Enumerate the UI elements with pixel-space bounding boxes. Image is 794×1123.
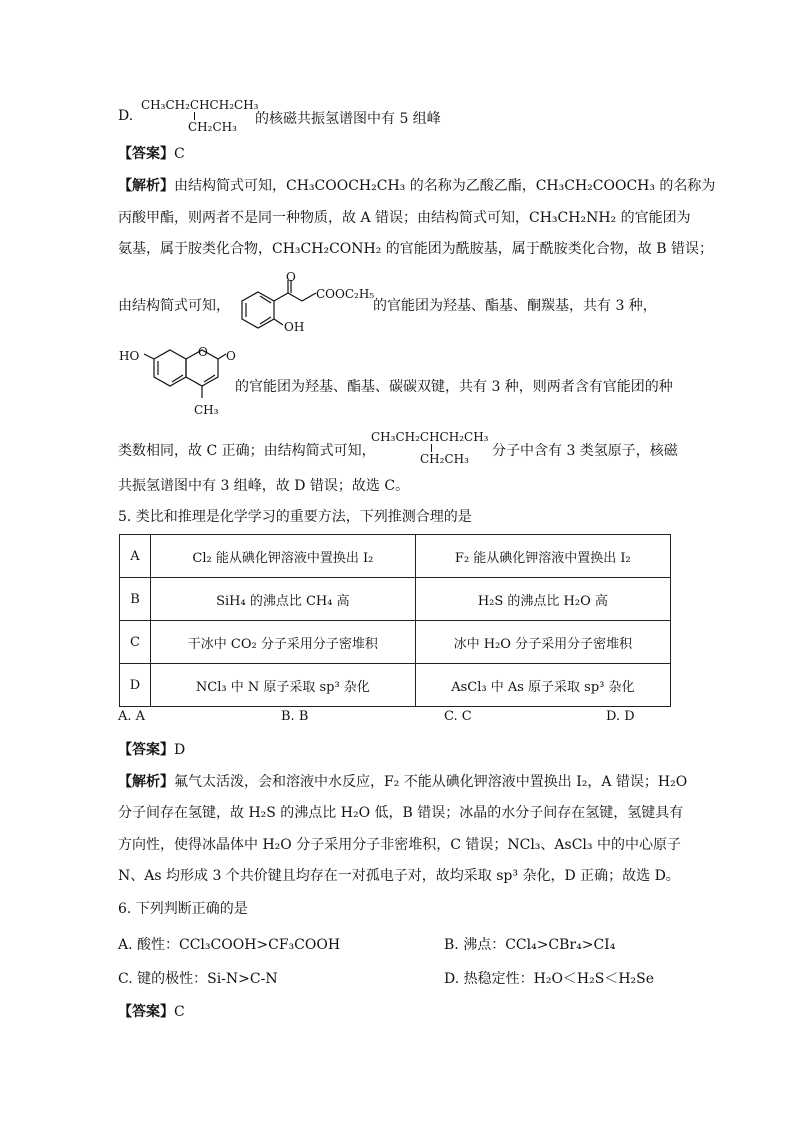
row-label: A [120,535,151,578]
hydroxyl-label: HO [119,349,140,363]
answer-4 [118,144,185,164]
explanation-4-line-1 [118,176,715,196]
option-text: 的核磁共振氢谱图中有 5 组峰 [255,111,441,127]
row-right-cell: F₂ 能从碘化钾溶液中置换出 I₂ [415,535,670,578]
answer-value: C [174,1004,185,1020]
row-label: D [120,664,151,707]
question-6-option-b: B. 沸点：CCl₄>CBr₄>CI₄ [444,937,616,953]
question-6-option-d: D. 热稳定性：H₂O＜H₂S＜H₂Se [444,971,655,987]
methyl-label: CH₃ [194,403,219,417]
option-d: D. D [606,709,635,724]
carbonyl-oxygen-2: O [226,349,236,363]
option-b: B. B [281,709,309,724]
explanation-4-line-5: 的官能团为羟基、酯基、碳碳双键，共有 3 种，则两者含有官能团的种 [235,379,673,395]
table-row [120,578,671,621]
hydroxyl-group: OH [284,320,305,334]
question-6-option-c: C. 键的极性：Si-N>C-N [118,971,278,987]
question-5-table [119,534,671,707]
coumarin-structure [138,344,238,406]
row-left-cell: SiH₄ 的沸点比 CH₄ 高 [151,578,416,621]
explanation-5-line-4: N、As 均形成 3 个共价键且均存在一对孤电子对，故均采取 sp³ 杂化，D 正确；故选 D。 [118,868,680,884]
row-left-cell: NCl₃ 中 N 原子采取 sp³ 杂化 [151,664,416,707]
explanation-tag: 【解析】 [118,178,174,194]
explanation-4-line-4a: 由结构简式可知， [118,298,230,314]
option-c: C. C [444,709,472,724]
table-row [120,535,671,578]
explanation-4-line-4b: 的官能团为羟基、酯基、酮羰基，共有 3 种， [373,298,657,314]
ring-oxygen: O [198,345,208,359]
question-5-stem: 5. 类比和推理是化学学习的重要方法，下列推测合理的是 [118,509,472,525]
answer-value: D [174,742,186,758]
formula-branch-2: CH₂CH₃ [420,452,469,466]
row-label: B [120,578,151,621]
answer-tag: 【答案】 [118,1004,174,1020]
explanation-4-line-6b: 分子中含有 3 类氢原子，核磁 [492,443,678,459]
explanation-4-line-3: 氨基，属于胺类化合物，CH₃CH₂CONH₂ 的官能团为酰胺基，属于酰胺类化合物，故 B 错误； [118,241,713,257]
row-right-cell: AsCl₃ 中 As 原子采取 sp³ 杂化 [415,664,670,707]
branch-bond [194,112,195,120]
option-a: A. A [118,709,146,724]
question-6-option-a: A. 酸性：CCl₃COOH>CF₃COOH [118,937,341,953]
row-left-cell: 干冰中 CO₂ 分子采用分子密堆积 [151,621,416,664]
answer-tag: 【答案】 [118,146,174,162]
carbonyl-oxygen: O [286,270,296,284]
row-left-cell: Cl₂ 能从碘化钾溶液中置换出 I₂ [151,535,416,578]
answer-value: C [174,146,185,162]
branch-bond-2 [431,444,432,452]
answer-6 [118,1002,185,1022]
row-label: C [120,621,151,664]
formula-main-chain: CH₃CH₂CHCH₂CH₃ [141,98,259,112]
row-right-cell: H₂S 的沸点比 H₂O 高 [415,578,670,621]
explanation-4-line-7: 共振氢谱图中有 3 组峰，故 D 错误；故选 C。 [118,478,410,494]
question-6-stem: 6. 下列判断正确的是 [118,901,248,917]
formula-branch: CH₂CH₃ [188,120,237,134]
explanation-text: 氟气太活泼，会和溶液中水反应，F₂ 不能从碘化钾溶液中置换出 I₂，A 错误；H₂O [174,774,688,790]
hydroxyphenyl-ketoester-structure [236,270,376,342]
explanation-4-line-6a: 类数相同，故 C 正确；由结构简式可知， [118,443,376,459]
explanation-4-line-2: 丙酸甲酯，则两者不是同一种物质，故 A 错误；由结构简式可知，CH₃CH₂NH₂ 的官能团为 [118,210,691,226]
explanation-5-line-2: 分子间存在氢键，故 H₂S 的沸点比 H₂O 低，B 错误；冰晶的水分子间存在氢键，氢键具有 [118,805,684,821]
explanation-5-line-3: 方向性，使得冰晶体中 H₂O 分子采用分子非密堆积，C 错误；NCl₃、AsCl₃ 中的中心原子 [118,837,681,853]
table-row [120,664,671,707]
table-row [120,621,671,664]
explanation-5-line-1 [118,772,687,792]
answer-5 [118,740,185,760]
formula-main-chain-2: CH₃CH₂CHCH₂CH₃ [371,430,489,444]
answer-tag: 【答案】 [118,742,174,758]
ester-group: COOC₂H₅ [316,287,375,301]
explanation-tag: 【解析】 [118,774,174,790]
explanation-text: 由结构简式可知，CH₃COOCH₂CH₃ 的名称为乙酸乙酯，CH₃CH₂COOCH₃ 的名称为 [174,178,716,194]
option-label: D. [118,108,134,124]
row-right-cell: 冰中 H₂O 分子采用分子密堆积 [415,621,670,664]
